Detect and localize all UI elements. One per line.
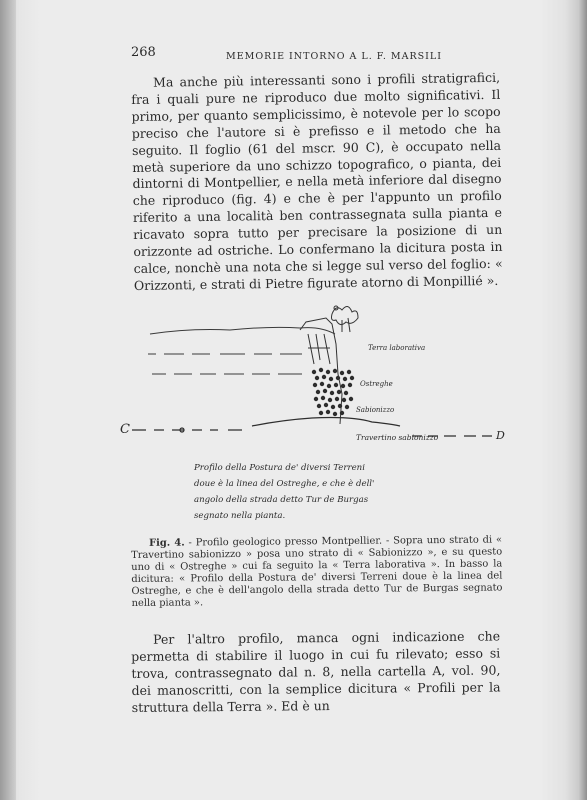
geological-profile-drawing [112, 294, 512, 526]
label-c: C [120, 422, 130, 437]
handwritten-line-1: Profilo della Postura de' diversi Terreni [194, 463, 365, 473]
upper-horizon-lines [148, 327, 335, 374]
caption-text: - Profilo geologico presso Montpellier. - Sopra uno strato di « Travertino sabionizzo » posa uno strato di « Sabionizzo », e su questo uno di « Ostreghe » cui fa seguito la « Terra laborativa ». In basso la dicitura: « Profilo della Postura de' diversi Terreni doue è la linea del Ostreghe, e che è dell'angolo della strada detto Tur de Burgas segnato nella pianta ». [131, 534, 503, 609]
figure-caption [131, 534, 503, 610]
label-terra-laborativa: Terra laborativa [368, 344, 426, 352]
label-ostreghe: Ostreghe [360, 380, 393, 388]
caption-label: Fig. 4. [148, 537, 185, 549]
paragraph-2: Per l'altro profilo, manca ogni indicazione che permetta di stabilire il luogo in cui fu rilevato; esso si trova, contrassegnato dal n. 8, nella cartella A, vol. 90, dei manoscritti, con la semplice dicitura « Profili per la struttura della Terra ». Ed è un [131, 628, 501, 715]
label-d: D [496, 429, 505, 442]
figure-4-profile-sketch [112, 294, 512, 526]
binding-shadow [0, 0, 16, 800]
handwritten-line-3: angolo della strada detto Tur de Burgas [194, 495, 369, 505]
handwritten-line-4: segnato nella pianta. [194, 511, 286, 521]
handwritten-line-2: doue è la linea del Ostreghe, e che è dell' [194, 479, 375, 489]
paragraph-1: Ma anche più interessanti sono i profili stratigrafici, fra i quali pure ne riproduco due molto significativi. Il primo, per quanto semplicissimo, è notevole per lo scopo preciso che l'autore si è prefisso e il metodo che ha seguito. Il foglio (61 del mscr. 90 C), è occupato nella metà superiore da uno schizzo topografico, o pianta, dei dintorni di Montpellier, e nella metà inferiore dal disegno che riproduco (fig. 4) e che è per l'appunto un profilo riferito a una località ben contrassegnata sulla pianta e ricavato sopra tutto per precisare la posizione di un orizzonte ad ostriche. Lo confermano la dicitura posta in calce, nonchè una nota che si legge sul verso del foglio: « Orizzonti, e strati di Pietre figurate atorno di Monpillié ». [131, 69, 503, 293]
page-edge-shadow [579, 0, 587, 800]
label-sabionizzo: Sabionizzo [356, 406, 395, 414]
running-title: MEMORIE INTORNO A L. F. MARSILI [226, 51, 442, 62]
tree-sketch [332, 306, 359, 332]
label-travertino-sabionizzo: Travertino sabionizzo [356, 433, 439, 442]
page-number: 268 [131, 45, 156, 60]
oyster-layer-dots [312, 368, 354, 416]
